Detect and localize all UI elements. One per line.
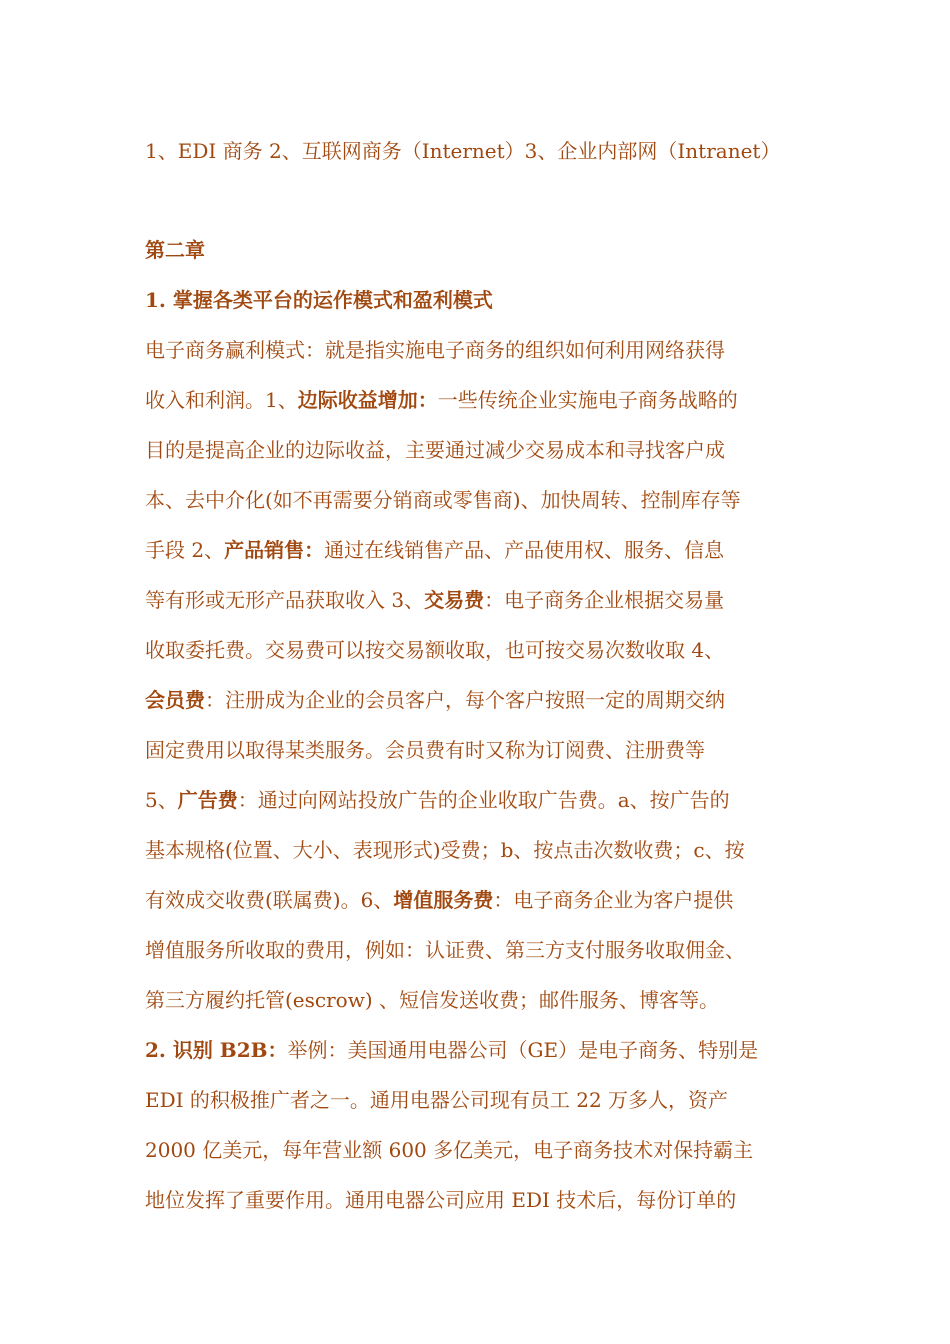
text-line bbox=[145, 985, 845, 1035]
text-run: 一些传统企业实施电子商务战略的 bbox=[437, 388, 738, 412]
section-heading: 1. 掌握各类平台的运作模式和盈利模式 bbox=[145, 288, 493, 312]
text-line bbox=[145, 1135, 845, 1185]
text-run: 目的是提高企业的边际收益，主要通过减少交易成本和寻找客户成 bbox=[145, 438, 725, 462]
text-run: 基本规格(位置、大小、表现形式)受费；b、按点击次数收费；c、按 bbox=[145, 838, 745, 862]
text-line bbox=[145, 485, 845, 535]
text-run: 2000 亿美元，每年营业额 600 多亿美元，电子商务技术对保持霸主 bbox=[145, 1138, 754, 1162]
text-run: ：注册成为企业的会员客户，每个客户按照一定的周期交纳 bbox=[205, 688, 725, 712]
text-run: 5、 bbox=[145, 788, 178, 812]
bold-term: 边际收益增加： bbox=[297, 388, 438, 412]
text-run: 地位发挥了重要作用。通用电器公司应用 EDI 技术后，每份订单的 bbox=[145, 1188, 737, 1212]
text-run: 手段 2、 bbox=[145, 538, 225, 562]
text-line bbox=[145, 535, 845, 585]
text-line bbox=[145, 635, 845, 685]
section1-paragraph bbox=[145, 335, 845, 1035]
bold-term: 产品销售： bbox=[224, 538, 325, 562]
text-line bbox=[145, 735, 845, 785]
text-line bbox=[145, 335, 845, 385]
bold-term: 会员费 bbox=[145, 688, 205, 712]
text-run: 等有形或无形产品获取收入 3、 bbox=[145, 588, 425, 612]
intro-line: 1、EDI 商务 2、互联网商务（Internet）3、企业内部网（Intranet） bbox=[145, 139, 781, 163]
text-run: 固定费用以取得某类服务。会员费有时又称为订阅费、注册费等 bbox=[145, 738, 705, 762]
text-line bbox=[145, 435, 845, 485]
text-run: 收取委托费。交易费可以按交易额收取，也可按交易次数收取 4、 bbox=[145, 638, 725, 662]
section2-paragraph bbox=[145, 1035, 845, 1235]
text-line bbox=[145, 885, 845, 935]
text-line bbox=[145, 1185, 845, 1235]
text-line bbox=[145, 835, 845, 885]
text-run: 本、去中介化(如不再需要分销商或零售商)、加快周转、控制库存等 bbox=[145, 488, 741, 512]
bold-term: 广告费 bbox=[177, 788, 238, 812]
text-run: ：通过向网站投放广告的企业收取广告费。a、按广告的 bbox=[237, 788, 730, 812]
text-run: ：电子商务企业为客户提供 bbox=[493, 888, 734, 912]
text-run: 有效成交收费(联属费)。6、 bbox=[145, 888, 394, 912]
text-line bbox=[145, 1085, 845, 1135]
text-line bbox=[145, 935, 845, 985]
text-line bbox=[145, 785, 845, 835]
text-run: 收入和利润。1、 bbox=[145, 388, 298, 412]
text-run: ：电子商务企业根据交易量 bbox=[484, 588, 725, 612]
bold-term: 增值服务费 bbox=[393, 888, 494, 912]
text-line bbox=[145, 385, 845, 435]
text-run: 第三方履约托管(escrow) 、短信发送收费；邮件服务、博客等。 bbox=[145, 988, 719, 1012]
text-line bbox=[145, 685, 845, 735]
body-text bbox=[145, 285, 845, 1235]
text-run: 举例：美国通用电器公司（GE）是电子商务、特别是 bbox=[287, 1038, 759, 1062]
bold-term: 交易费 bbox=[424, 588, 485, 612]
text-run: 通过在线销售产品、产品使用权、服务、信息 bbox=[324, 538, 725, 562]
text-line bbox=[145, 585, 845, 635]
text-run: 电子商务赢利模式：就是指实施电子商务的组织如何利用网络获得 bbox=[145, 338, 725, 362]
chapter-title: 第二章 bbox=[145, 238, 205, 262]
text-line bbox=[145, 1035, 845, 1085]
text-run: EDI 的积极推广者之一。通用电器公司现有员工 22 万多人，资产 bbox=[145, 1088, 729, 1112]
text-run: 增值服务所收取的费用，例如：认证费、第三方支付服务收取佣金、 bbox=[145, 938, 745, 962]
bold-term: 2. 识别 B2B： bbox=[145, 1038, 288, 1062]
